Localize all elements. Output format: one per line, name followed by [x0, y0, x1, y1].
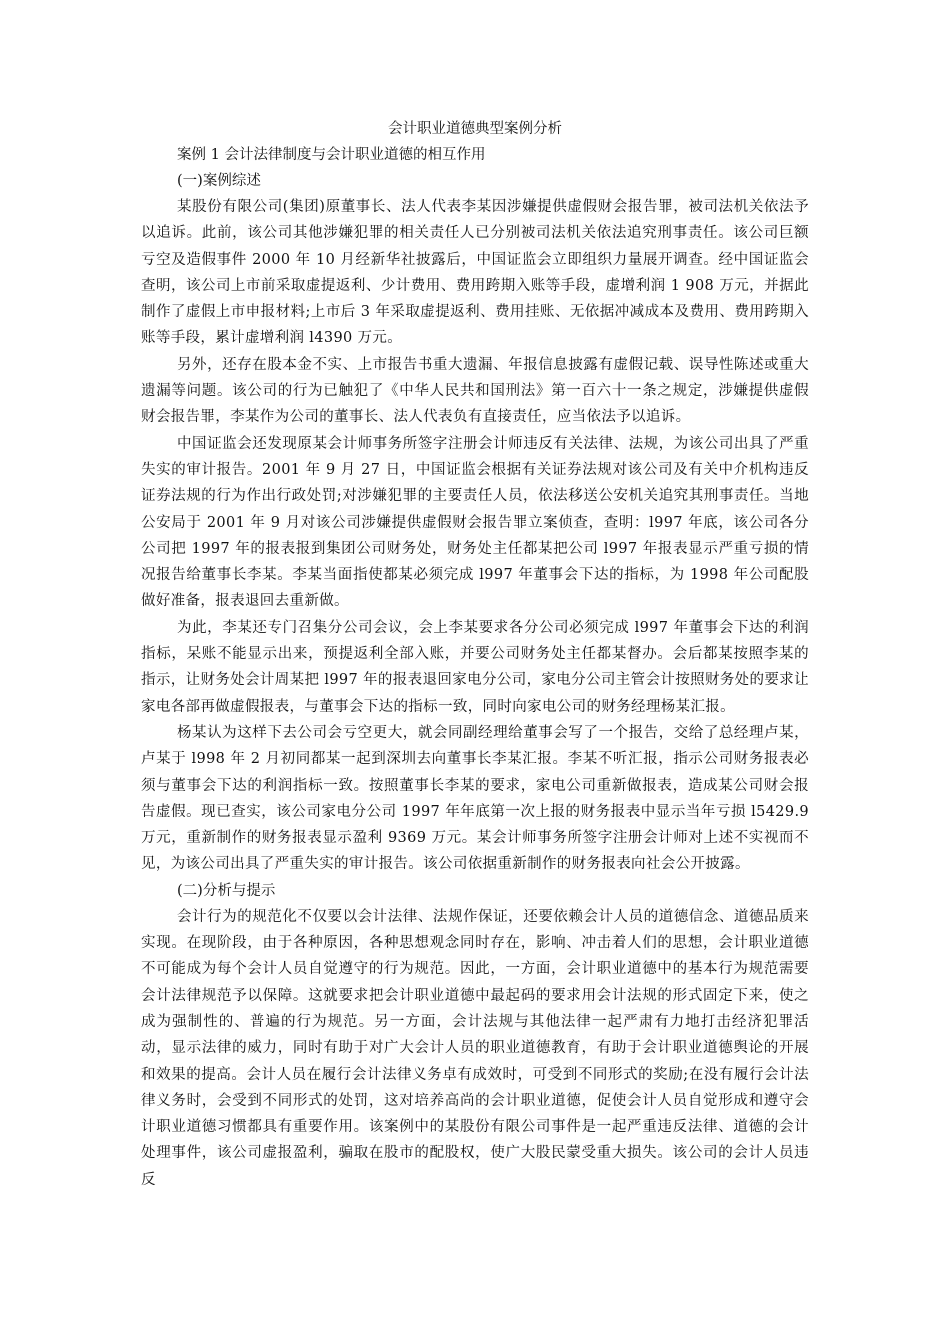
paragraph: 为此，李某还专门召集分公司会议，会上李某要求各分公司必须完成 l997 年董事会下达的利润指标，呆账不能显示出来，预提返利全部入账，并要公司财务处主任都某督办。会后都某按照李某的指示，让财务处会计周某把 l997 年的报表退回家电分公司，家电分公司主管会计按照财务处的要求让家电各部再做虚假报表，与董事会下达的指标一致，同时向家电公司的财务经理杨某汇报。	[141, 619, 809, 715]
case-heading: 案例 1 会计法律制度与会计职业道德的相互作用	[177, 147, 486, 163]
paragraph: 中国证监会还发现原某会计师事务所签字注册会计师违反有关法律、法规，为该公司出具了严重失实的审计报告。2001 年 9 月 27 日，中国证监会根据有关证券法规对该公司及有关中介机构违反证券法规的行为作出行政处罚;对涉嫌犯罪的主要责任人员，依法移送公安机关追究其刑事责任。当地公安局于 2001 年 9 月对该公司涉嫌提供虚假财会报告罪立案侦查，查明：l997 年底，该公司各分公司把 1997 年的报表报到集团公司财务处，财务处主任都某把公司 l997 年报表显示严重亏损的情况报告给董事长李某。李某当面指使都某必须完成 l997 年董事会下达的指标，为 1998 年公司配股做好准备，报表退回去重新做。	[141, 435, 809, 610]
paragraph: 另外，还存在股本金不实、上市报告书重大遗漏、年报信息披露有虚假记载、误导性陈述或重大遗漏等问题。该公司的行为已触犯了《中华人民共和国刑法》第一百六十一条之规定，涉嫌提供虚假财会报告罪，李某作为公司的董事长、法人代表负有直接责任，应当依法予以追诉。	[141, 356, 809, 426]
document-page	[141, 116, 809, 1193]
section-heading-overview: (一)案例综述	[177, 173, 261, 189]
paragraph: 会计行为的规范化不仅要以会计法律、法规作保证，还要依赖会计人员的道德信念、道德品质来实现。在现阶段，由于各种原因，各种思想观念同时存在，影响、冲击着人们的思想，会计职业道德不可能成为每个会计人员自觉遵守的行为规范。因此，一方面，会计职业道德中的基本行为规范需要会计法律规范予以保障。这就要求把会计职业道德中最起码的要求用会计法规的形式固定下来，使之成为强制性的、普遍的行为规范。另一方面，会计法规与其他法律一起严肃有力地打击经济犯罪活动，显示法律的威力，同时有助于对广大会计人员的职业道德教育，有助于会计职业道德舆论的开展和效果的提高。会计人员在履行会计法律义务卓有成效时，可受到不同形式的奖励;在没有履行会计法律义务时，会受到不同形式的处罚，这对培养高尚的会计职业道德，促使会计人员自觉形成和遵守会计职业道德习惯都具有重要作用。该案例中的某股份有限公司事件是一起严重违反法律、道德的会计处理事件，该公司虚报盈利，骗取在股市的配股权，使广大股民蒙受重大损失。该公司的会计人员违反	[141, 908, 809, 1188]
paragraph: 某股份有限公司(集团)原董事长、法人代表李某因涉嫌提供虚假财会报告罪，被司法机关依法予以追诉。此前，该公司其他涉嫌犯罪的相关责任人已分别被司法机关依法追究刑事责任。该公司巨额亏空及造假事件 2000 年 10 月经新华社披露后，中国证监会立即组织力量展开调查。经中国证监会查明，该公司上市前采取虚提返利、少计费用、费用跨期入账等手段，虚增利润 1 908 万元，并据此制作了虚假上市申报材料;上市后 3 年采取虚提返利、费用挂账、无依据冲减成本及费用、费用跨期入账等手段，累计虚增利润 l4390 万元。	[141, 199, 809, 347]
paragraph: 杨某认为这样下去公司会亏空更大，就会同副经理给董事会写了一个报告，交给了总经理卢某，卢某于 l998 年 2 月初同都某一起到深圳去向董事长李某汇报。李某不听汇报，指示公司财务报表必须与董事会下达的利润指标一致。按照董事长李某的要求，家电公司重新做报表，造成某公司财会报告虚假。现已查实，该公司家电分公司 1997 年年底第一次上报的财务报表中显示当年亏损 l5429.9 万元，重新制作的财务报表显示盈利 9369 万元。某会计师事务所签字注册会计师对上述不实视而不见，为该公司出具了严重失实的审计报告。该公司依据重新制作的财务报表向社会公开披露。	[141, 724, 809, 873]
section-heading-analysis: (二)分析与提示	[177, 882, 276, 899]
document-title: 会计职业道德典型案例分析	[388, 121, 562, 137]
